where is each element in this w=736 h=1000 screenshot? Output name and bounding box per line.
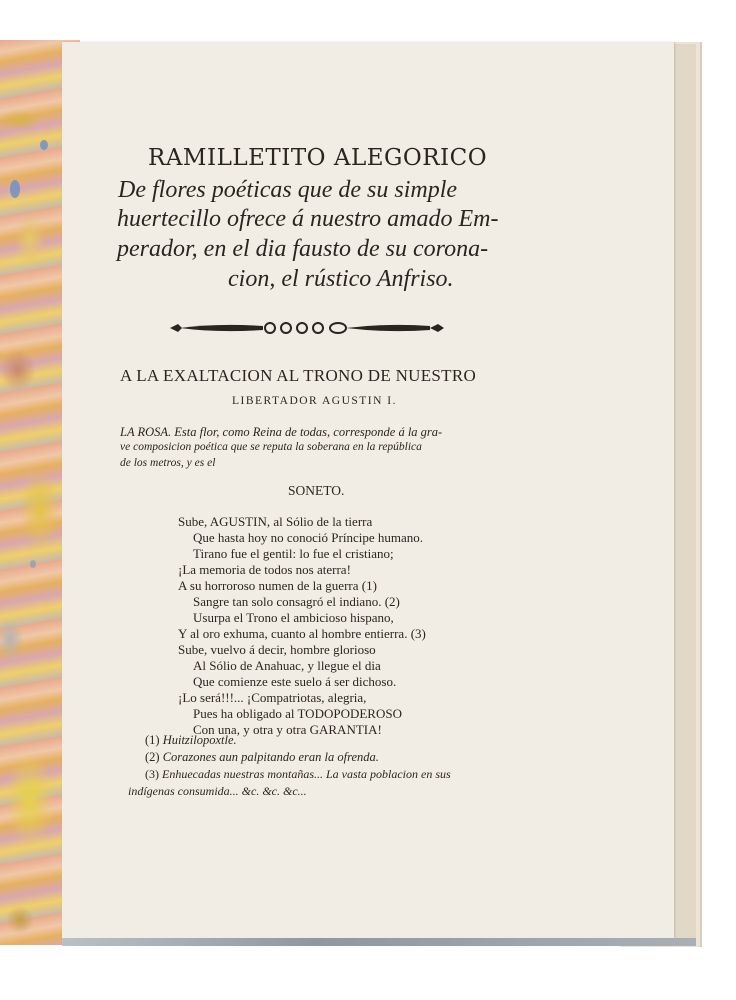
verse-line: ¡Lo será!!!... ¡Compatriotas, alegria, bbox=[178, 690, 367, 705]
verse-line: Con una, y otra y otra GARANTIA! bbox=[193, 722, 382, 737]
footnote-1 bbox=[145, 733, 237, 748]
ornament-rule-icon bbox=[168, 318, 448, 338]
subtitle-line-3: perador, en el dia fausto de su corona- bbox=[117, 236, 489, 262]
intro-line-3: de los metros, y es el bbox=[120, 457, 216, 469]
verse-line: Sube, vuelvo á decir, hombre glorioso bbox=[178, 642, 376, 657]
verse-line: Tirano fue el gentil: lo fue el cristiano; bbox=[193, 546, 394, 561]
footnote-text: Huitzilopoxtle. bbox=[162, 733, 237, 747]
footnote-number: (3) bbox=[145, 767, 159, 781]
verse-line: Al Sólio de Anahuac, y llegue el dia bbox=[193, 658, 381, 673]
footnote-text: Enhuecadas nuestras montañas... La vasta poblacion en sus bbox=[162, 767, 451, 781]
page-bottom-edge bbox=[62, 938, 696, 946]
footnote-2 bbox=[145, 750, 379, 765]
subtitle-line-1: De flores poéticas que de su simple bbox=[118, 177, 458, 203]
footnote-number: (2) bbox=[145, 750, 160, 764]
footnote-3 bbox=[145, 767, 451, 782]
footnote-text: indígenas consumida... &c. &c. &c... bbox=[128, 784, 307, 798]
verse-line: Pues ha obligado al TODOPODEROSO bbox=[193, 706, 402, 721]
intro-line-2: ve composicion poética que se reputa la soberana en la república bbox=[120, 441, 422, 453]
verse-line: ¡La memoria de todos nos aterra! bbox=[178, 562, 351, 577]
footnote-3-continued bbox=[128, 784, 307, 799]
section-subtitle: LIBERTADOR AGUSTIN I. bbox=[232, 395, 398, 407]
verse-line: A su horroroso numen de la guerra (1) bbox=[178, 578, 377, 593]
intro-line-1: LA ROSA. Esta flor, como Reina de todas, corresponde á la gra- bbox=[120, 425, 443, 439]
verse-line: Sangre tan solo consagró el indiano. (2) bbox=[193, 594, 400, 609]
page-title: RAMILLETITO ALEGORICO bbox=[148, 145, 488, 171]
section-title: A LA EXALTACION AL TRONO DE NUESTRO bbox=[120, 366, 477, 385]
verse-line: Que comienze este suelo á ser dichoso. bbox=[193, 674, 397, 689]
verse-line: Sube, AGUSTIN, al Sólio de la tierra bbox=[178, 514, 373, 529]
verse-line: Y al oro exhuma, cuanto al hombre entierra. (3) bbox=[178, 626, 426, 641]
subtitle-line-4: cion, el rústico Anfriso. bbox=[228, 266, 454, 292]
footnote-text: Corazones aun palpitando eran la ofrenda. bbox=[162, 750, 379, 764]
subtitle-line-2: huertecillo ofrece á nuestro amado Em- bbox=[117, 206, 499, 232]
verse-line: Usurpa el Trono el ambicioso hispano, bbox=[193, 610, 394, 625]
footnote-number: (1) bbox=[145, 733, 160, 747]
poem-heading: SONETO. bbox=[288, 483, 345, 498]
verse-line: Que hasta hoy no conoció Príncipe humano. bbox=[193, 530, 423, 545]
